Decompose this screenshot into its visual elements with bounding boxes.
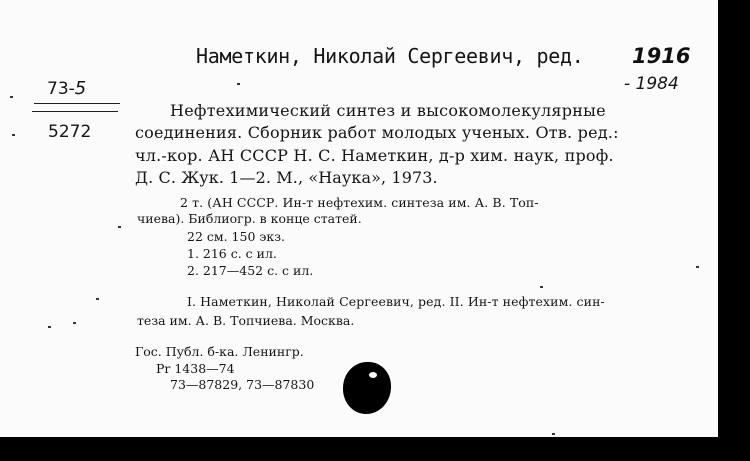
series-line-3: 22 см. 150 экз. xyxy=(187,229,285,244)
speck xyxy=(12,134,15,136)
speck xyxy=(118,226,121,228)
library-line-2: Pr 1438—74 xyxy=(156,361,235,376)
tracing-line-1: I. Наметкин, Николай Сергеевич, ред. II. Ин-т нефтехим. син- xyxy=(187,294,605,309)
speck xyxy=(540,286,543,288)
ink-blot-highlight xyxy=(369,372,377,378)
series-line-2: чиева). Библиогр. в конце статей. xyxy=(137,211,362,226)
year-annotation: - 1984 xyxy=(624,74,679,94)
call-number-top-hand: 5 xyxy=(74,78,87,99)
ink-blot xyxy=(343,362,391,414)
title-line-4: Д. С. Жук. 1—2. М., «Наука», 1973. xyxy=(135,168,438,187)
speck xyxy=(237,83,240,85)
title-line-3: чл.-кор. АН СССР Н. С. Наметкин, д-р хим. наук, проф. xyxy=(135,146,614,165)
library-line-3: 73—87829, 73—87830 xyxy=(170,377,315,392)
author-heading: Наметкин, Николай Сергеевич, ред. xyxy=(196,44,584,68)
call-number-divider-upper xyxy=(34,103,120,104)
title-line-1: Нефтехимический синтез и высокомолекулярные xyxy=(170,101,606,120)
tracing-line-2: теза им. А. В. Топчиева. Москва. xyxy=(137,313,355,328)
speck xyxy=(552,433,555,435)
call-number-bottom: 5272 xyxy=(48,122,92,142)
call-number-top xyxy=(47,78,86,99)
library-line-1: Гос. Публ. б-ка. Ленингр. xyxy=(135,344,304,359)
call-number-top-text: 73- xyxy=(47,79,75,99)
series-line-4: 1. 216 с. с ил. xyxy=(187,246,277,261)
speck xyxy=(48,326,51,328)
speck xyxy=(73,322,76,324)
series-line-1: 2 т. (АН СССР. Ин-т нефтехим. синтеза им. А. В. Топ- xyxy=(180,195,539,210)
speck xyxy=(96,298,99,300)
call-number-divider-lower xyxy=(32,111,118,112)
heading-annotation: 1916 xyxy=(632,44,691,68)
series-line-5: 2. 217—452 с. с ил. xyxy=(187,263,314,278)
speck xyxy=(10,96,13,98)
title-line-2: соединения. Сборник работ молодых ученых. Отв. ред.: xyxy=(135,123,619,142)
speck xyxy=(696,266,699,268)
